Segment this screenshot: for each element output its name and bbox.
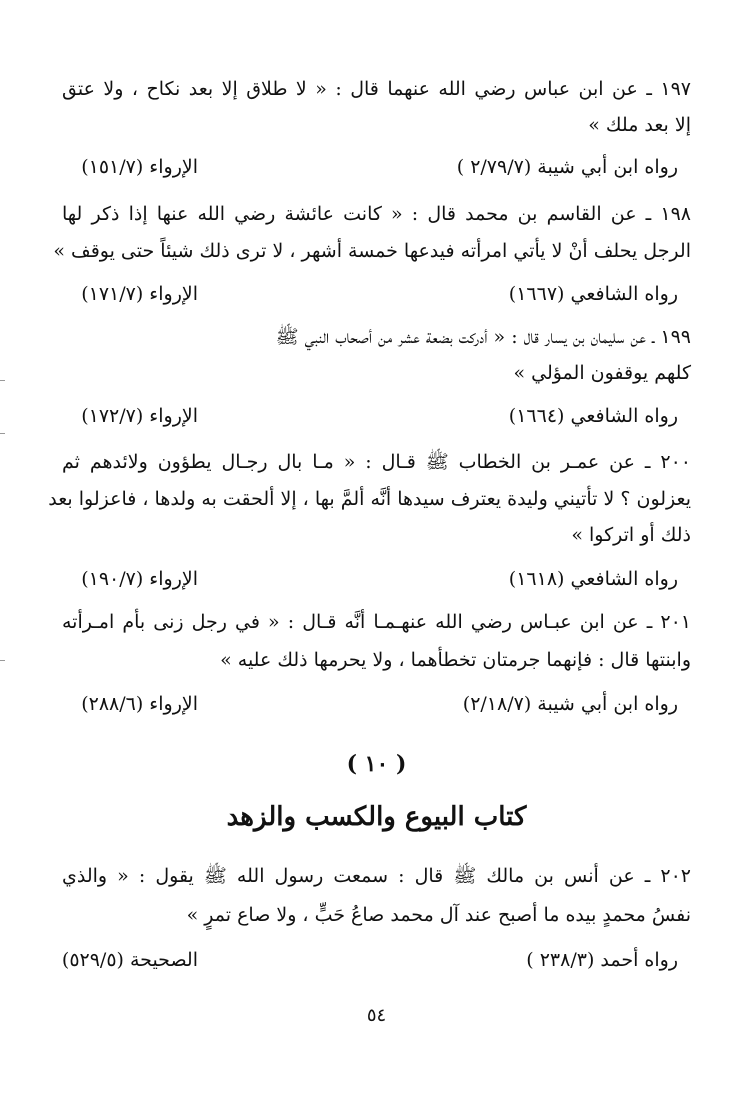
hadith-197-source: رواه ابن أبي شيبة (٢/٧٩/٧ )	[456, 156, 678, 178]
hadith-201-source: رواه ابن أبي شيبة (٢/١٨/٧)	[462, 693, 678, 715]
hadith-199-source: رواه الشافعي (١٦٦٤)	[508, 405, 678, 427]
hadith-200-line-3: ذلك أو اتركوا »	[571, 524, 691, 546]
hadith-200-irwa: الإرواء (١٩٠/٧)	[81, 568, 198, 590]
margin-tick	[0, 380, 5, 381]
hadith-197-line-1: ١٩٧ ـ عن ابن عباس رضي الله عنهما قال : « لا طلاق إلا بعد نكاح ، ولا عتق	[62, 78, 691, 100]
chapter-number: ( ١٠ )	[346, 751, 407, 777]
hadith-198-source: رواه الشافعي (١٦٦٧)	[508, 283, 678, 305]
hadith-199-irwa: الإرواء (١٧٢/٧)	[81, 405, 198, 427]
hadith-197-line-2: إلا بعد ملك »	[588, 114, 691, 136]
hadith-202-sahiha: الصحيحة (٥٢٩/٥)	[61, 949, 198, 971]
hadith-202-line-1: ٢٠٢ ـ عن أنس بن مالك ﷺ قال : سمعت رسول الله ﷺ يقول : « والذي	[62, 865, 691, 887]
hadith-198-line-2: الرجل يحلف أنْ لا يأتي امرأته فيدعها خمسة أشهر ، لا ترى ذلك شيئاً حتى يوقف »	[53, 240, 691, 262]
margin-tick	[0, 660, 5, 661]
chapter-title: كتاب البيوع والكسب والزهد	[226, 802, 527, 832]
hadith-202-line-2: نفسُ محمدٍ بيده ما أصبح عند آل محمد صاعُ حَبٍّ ، ولا صاع تمرٍ »	[186, 904, 691, 926]
hadith-198-irwa: الإرواء (١٧١/٧)	[81, 283, 198, 305]
hadith-199-line-2: كلهم يوقفون المؤلي »	[513, 362, 691, 384]
hadith-199-line-1: ١٩٩ ـ عن سليمان بن يسار قال : « أدركت بضعة عشر من أصحاب النبي ﷺ	[275, 326, 691, 348]
hadith-198-line-1: ١٩٨ ـ عن القاسم بن محمد قال : « كانت عائشة رضي الله عنها إذا ذكر لها	[62, 203, 691, 225]
hadith-200-line-1: ٢٠٠ ـ عن عمـر بن الخطاب ﷺ قـال : « مـا بال رجـال يطؤون ولائدهم ثم	[62, 451, 691, 473]
hadith-201-irwa: الإرواء (٢٨٨/٦)	[81, 693, 198, 715]
hadith-197-irwa: الإرواء (١٥١/٧)	[81, 156, 198, 178]
hadith-200-source: رواه الشافعي (١٦١٨)	[508, 568, 678, 590]
hadith-200-line-2: يعزلون ؟ لا تأتيني وليدة يعترف سيدها أنَّه ألمَّ بها ، إلا ألحقت به ولدها ، فاعزلوا بعد	[48, 488, 691, 510]
hadith-202-source: رواه أحمد (٢٣٨/٣ )	[526, 949, 678, 971]
margin-tick	[0, 433, 5, 434]
hadith-201-line-1: ٢٠١ ـ عن ابن عبـاس رضي الله عنهـمـا أنَّه قـال : « في رجل زنى بأم امـرأته	[62, 611, 691, 633]
hadith-201-line-2: وابنتها قال : فإنهما جرمتان تخطأهما ، ولا يحرمها ذلك عليه »	[220, 649, 691, 671]
page-number: ٥٤	[366, 1005, 387, 1026]
